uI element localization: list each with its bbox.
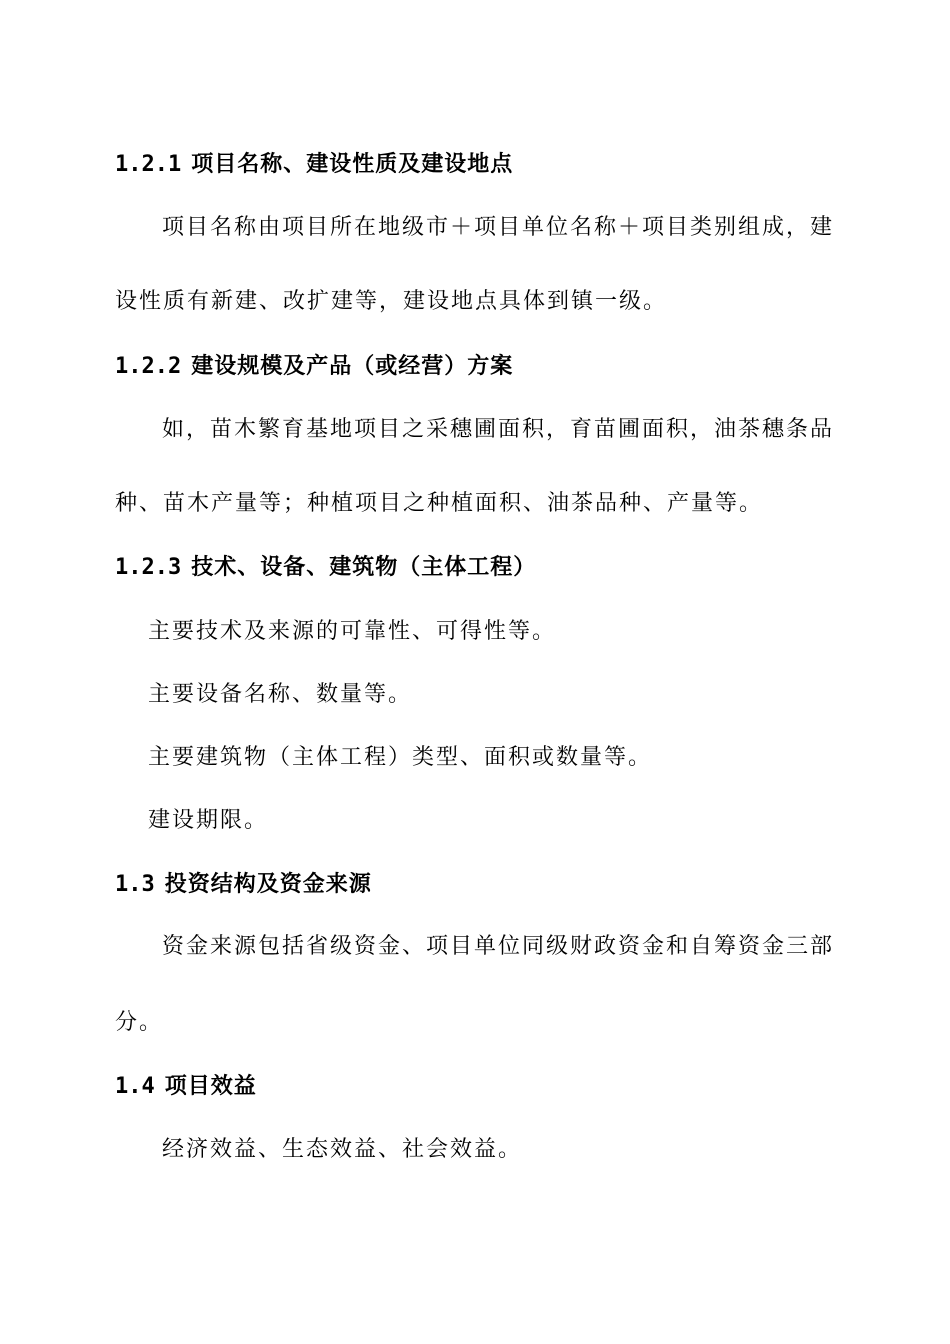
section-heading-1-4 — [115, 1072, 257, 1101]
section-number: 1.3 — [115, 872, 155, 897]
paragraph-line: 设性质有新建、改扩建等，建设地点具体到镇一级。 — [115, 289, 668, 314]
section-title: 技术、设备、建筑物（主体工程） — [191, 554, 537, 580]
section-title: 建设规模及产品（或经营）方案 — [191, 353, 514, 379]
section-title: 投资结构及资金来源 — [164, 871, 372, 897]
section-number: 1.2.3 — [115, 555, 182, 580]
section-title: 项目名称、建设性质及建设地点 — [191, 151, 514, 177]
paragraph-line: 主要设备名称、数量等。 — [148, 682, 413, 707]
section-heading-1-2-2 — [115, 352, 513, 381]
section-heading-1-3 — [115, 870, 372, 899]
section-number: 1.2.1 — [115, 152, 182, 177]
paragraph-line: 种、苗木产量等；种植项目之种植面积、油茶品种、产量等。 — [115, 491, 764, 516]
section-number: 1.4 — [115, 1074, 155, 1099]
paragraph-line: 资金来源包括省级资金、项目单位同级财政资金和自筹资金三部 — [162, 934, 835, 959]
paragraph-line: 分。 — [115, 1010, 164, 1035]
paragraph-line: 经济效益、生态效益、社会效益。 — [162, 1137, 523, 1162]
paragraph-line: 主要建筑物（主体工程）类型、面积或数量等。 — [148, 745, 653, 770]
paragraph-line: 项目名称由项目所在地级市＋项目单位名称＋项目类别组成，建 — [162, 215, 835, 240]
section-heading-1-2-1 — [115, 150, 513, 179]
paragraph-line: 建设期限。 — [148, 808, 269, 833]
section-heading-1-2-3 — [115, 553, 536, 582]
section-number: 1.2.2 — [115, 354, 182, 379]
section-title: 项目效益 — [164, 1073, 257, 1099]
paragraph-line: 主要技术及来源的可靠性、可得性等。 — [148, 619, 557, 644]
paragraph-line: 如，苗木繁育基地项目之采穗圃面积，育苗圃面积，油茶穗条品 — [162, 417, 835, 442]
